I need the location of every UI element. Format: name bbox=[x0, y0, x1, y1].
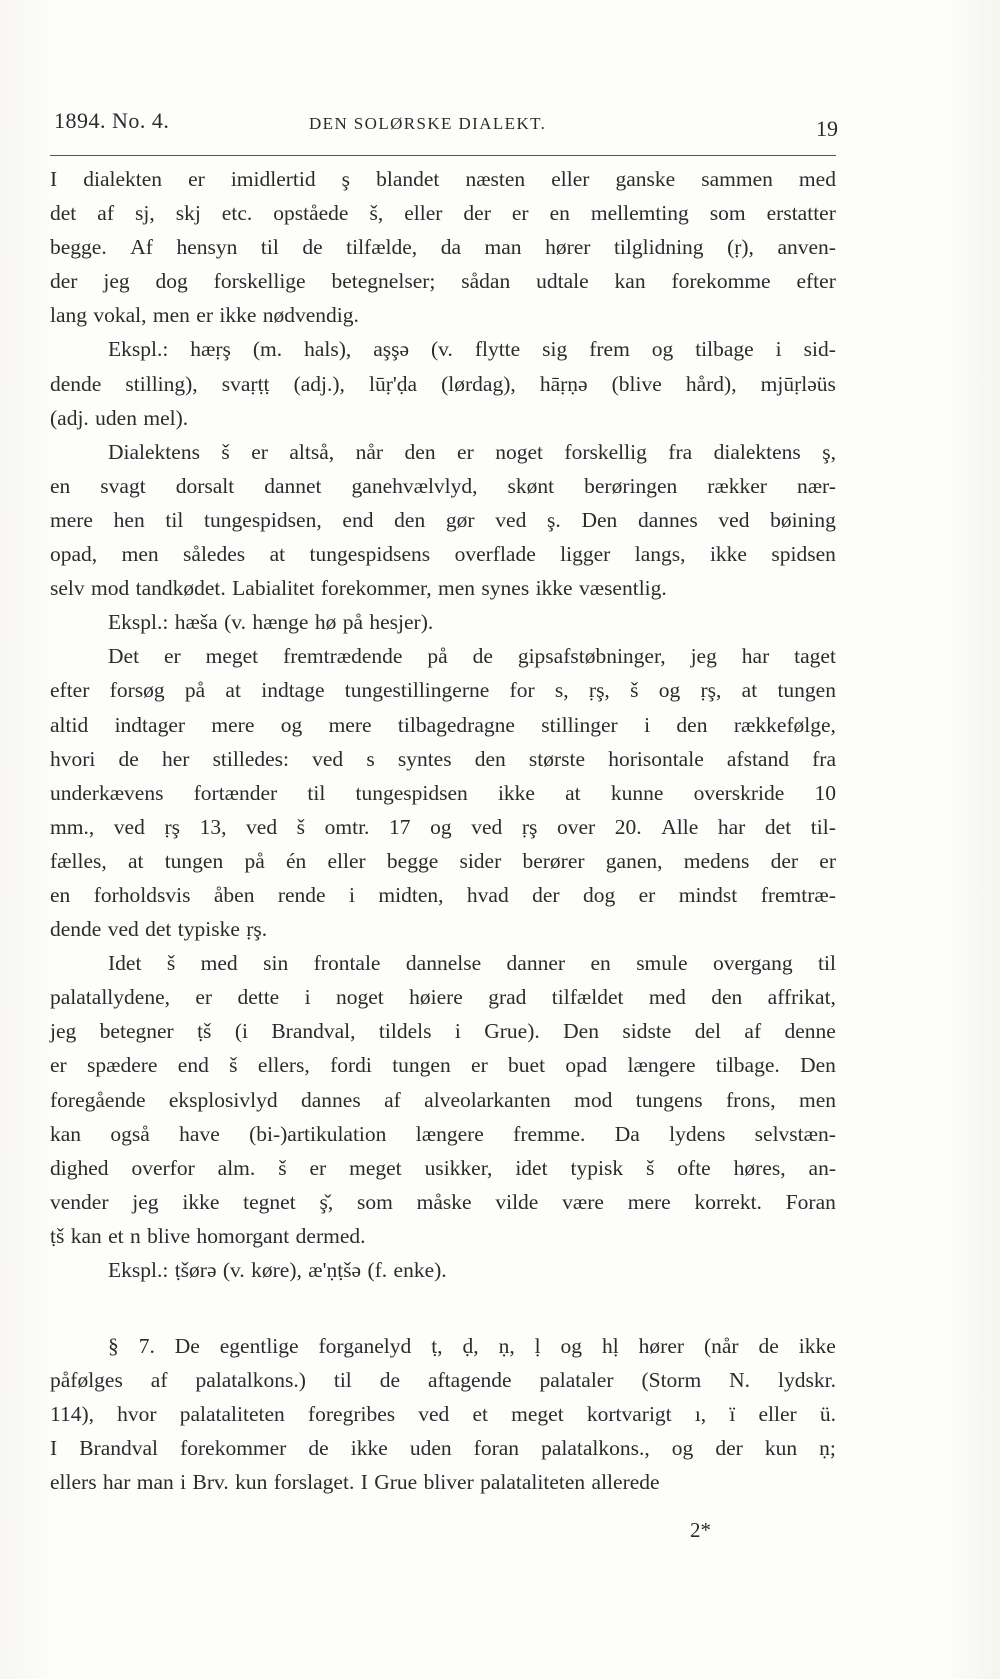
header-title: DEN SOLØRSKE DIALEKT. bbox=[309, 114, 547, 133]
paragraph bbox=[50, 162, 836, 332]
text-line: er spædere end š ellers, fordi tungen er buet opad længere tilbage. Den bbox=[50, 1053, 836, 1078]
text-line: dighed overfor alm. š er meget usikker, idet typisk š ofte høres, an- bbox=[50, 1155, 836, 1180]
text-line: en forholdsvis åben rende i midten, hvad der dog er mindst fremtræ- bbox=[50, 882, 836, 907]
paragraph bbox=[50, 639, 836, 946]
text-line: palatallydene, er dette i noget høiere grad tilfældet med den affrikat, bbox=[50, 985, 836, 1010]
text-line: mere hen til tungespidsen, end den gør ved ş. Den dannes ved bøining bbox=[50, 507, 836, 532]
text-line: ṭš kan et n blive homorgant dermed. bbox=[50, 1223, 366, 1248]
paragraph bbox=[50, 332, 836, 434]
paragraph bbox=[50, 605, 836, 639]
text-line: det af sj, skj etc. opståede š, eller der er en mellemting som erstatter bbox=[50, 201, 836, 226]
page-body bbox=[50, 162, 836, 1500]
text-line: Idet š med sin frontale dannelse danner en smule overgang til bbox=[108, 951, 836, 976]
text-line: der jeg dog forskellige betegnelser; sådan udtale kan forekomme efter bbox=[50, 269, 836, 294]
text-line: Dialektens š er altså, når den er noget forskellig fra dialektens ş, bbox=[108, 439, 836, 464]
text-line: begge. Af hensyn til de tilfælde, da man hører tilglidning (ṛ), anven- bbox=[50, 235, 836, 260]
signature-mark: 2* bbox=[690, 1518, 711, 1542]
text-line: jeg betegner ṭš (i Brandval, tildels i Grue). Den sidste del af denne bbox=[50, 1019, 836, 1044]
text-line: 114), hvor palataliteten foregribes ved et meget kortvarigt ı, ï eller ü. bbox=[50, 1402, 836, 1427]
text-line: Det er meget fremtrædende på de gipsafstøbninger, jeg har taget bbox=[108, 644, 836, 669]
paragraph bbox=[50, 1329, 836, 1499]
text-line: altid indtager mere og mere tilbagedragne stillinger i den rækkefølge, bbox=[50, 712, 836, 737]
text-line: Ekspl.: ṭšørə (v. køre), æ'ṇṭšə (f. enke). bbox=[108, 1258, 447, 1282]
text-line: I dialekten er imidlertid ş blandet næsten eller ganske sammen med bbox=[50, 167, 836, 191]
text-line: efter forsøg på at indtage tungestillingerne for s, ṛş, š og ṛş, at tungen bbox=[50, 678, 836, 703]
text-line: Ekspl.: hæṛş (m. hals), aşşə (v. flytte sig frem og tilbage i sid- bbox=[108, 337, 836, 362]
text-line: dende stilling), svaṛṭṭ (adj.), lūṛ'ḍa (lørdag), hāṛṇə (blive hård), mjūṛləüs bbox=[50, 371, 836, 396]
text-line: I Brandval forekommer de ikke uden foran palatalkons., og der kun ṇ; bbox=[50, 1436, 836, 1461]
text-line: en svagt dorsalt dannet ganehvælvlyd, skønt berøringen rækker nær- bbox=[50, 473, 836, 498]
text-line: mm., ved ṛş 13, ved š omtr. 17 og ved ṛş over 20. Alle har det til- bbox=[50, 814, 836, 839]
text-line: underkævens fortænder til tungespidsen ikke at kunne overskride 10 bbox=[50, 780, 836, 805]
text-line: ellers har man i Brv. kun forslaget. I Grue bliver palataliteten allerede bbox=[50, 1470, 660, 1495]
page-number: 19 bbox=[816, 116, 838, 141]
paragraph bbox=[50, 1253, 836, 1287]
text-line: kan også have (bi-)artikulation længere fremme. Da lydens selvstæn- bbox=[50, 1121, 836, 1146]
text-line: (adj. uden mel). bbox=[50, 405, 189, 430]
text-line: § 7. De egentlige forganelyd ṭ, ḍ, ṇ, ḷ og hḷ hører (når de ikke bbox=[108, 1334, 836, 1359]
paragraph bbox=[50, 435, 836, 605]
text-line: Ekspl.: hæša (v. hænge hø på hesjer). bbox=[108, 610, 434, 635]
header-issue: 1894. No. 4. bbox=[54, 108, 170, 133]
running-header bbox=[54, 102, 838, 142]
section-gap bbox=[50, 1287, 836, 1329]
text-line: dende ved det typiske ṛş. bbox=[50, 917, 268, 942]
text-line: hvori de her stilledes: ved s syntes den største horisontale afstand fra bbox=[50, 746, 836, 771]
text-line: lang vokal, men er ikke nødvendig. bbox=[50, 303, 359, 328]
text-line: foregående eksplosivlyd dannes af alveolarkanten mod tungens frons, men bbox=[50, 1087, 836, 1112]
text-line: vender jeg ikke tegnet ş̌, som måske vilde være mere korrekt. Foran bbox=[50, 1189, 836, 1214]
paragraph bbox=[50, 946, 836, 1253]
text-line: fælles, at tungen på én eller begge sider berører ganen, medens der er bbox=[50, 848, 836, 873]
text-line: påfølges af palatalkons.) til de aftagende palataler (Storm N. lydskr. bbox=[50, 1368, 836, 1393]
text-line: opad, men således at tungespidsens overflade ligger langs, ikke spidsen bbox=[50, 542, 836, 567]
header-rule bbox=[50, 155, 836, 156]
text-line: selv mod tandkødet. Labialitet forekommer, men synes ikke væsentlig. bbox=[50, 576, 667, 601]
